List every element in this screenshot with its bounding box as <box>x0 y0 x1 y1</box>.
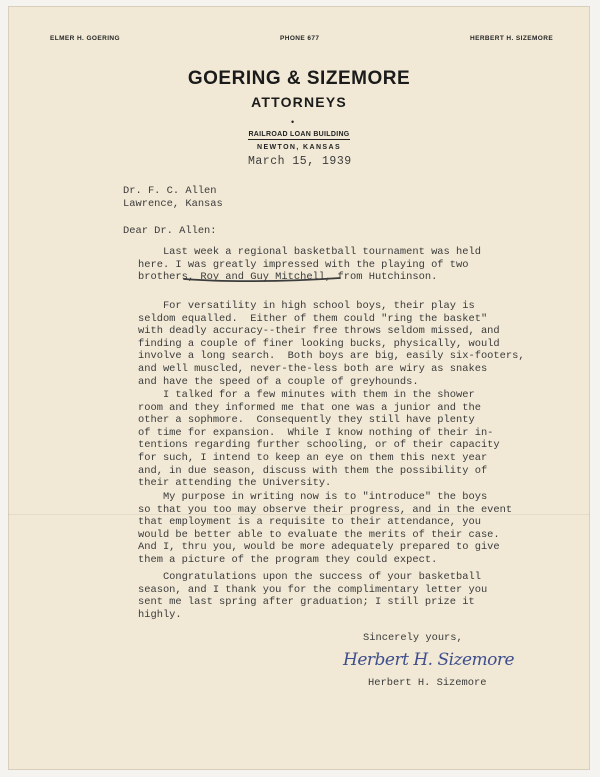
hand-underline-mark <box>182 275 342 285</box>
handwritten-signature: Herbert H. Sizemore <box>343 650 515 670</box>
text-line: here. I was greatly impressed with the playing of two <box>138 258 469 271</box>
letter-date: March 15, 1939 <box>248 155 352 168</box>
text-line: other a sophmore. Consequently they still have plenty <box>138 414 475 427</box>
text-line: for such, I intend to keep an eye on them this next year <box>138 451 488 464</box>
building-name: RAILROAD LOAN BUILDING <box>248 131 350 138</box>
text-line: of time for expansion. While I know nothing of their in- <box>138 426 494 439</box>
text-line: sent me last spring after graduation; I still prize it <box>138 596 475 609</box>
paragraph-2 <box>138 300 525 388</box>
letter-page <box>8 6 590 770</box>
text-line: brothers, Roy and Guy Mitchell, from Hutchinson. <box>138 271 438 284</box>
text-line: highly. <box>138 608 182 621</box>
complimentary-close: Sincerely yours, <box>363 632 463 644</box>
text-line: so that you too may observe their progress, and in the event <box>138 503 513 516</box>
text-line: I talked for a few minutes with them in the shower <box>138 389 475 401</box>
partner-left-name: ELMER H. GOERING <box>50 35 120 42</box>
text-line: season, and I thank you for the complimentary letter you <box>138 583 488 596</box>
text-line: tentions regarding further schooling, or of their capacity <box>138 439 500 452</box>
text-line: them a picture of the program they could expect. <box>138 553 438 566</box>
text-line: My purpose in writing now is to "introduce" the boys <box>138 491 488 503</box>
text-line: and have the speed of a couple of greyhounds. <box>138 375 419 388</box>
text-line: and well muscled, never-the-less both are wiry as snakes <box>138 362 488 375</box>
text-line: seldom equalled. Either of them could "ring the basket" <box>138 312 488 325</box>
text-line: would be better able to evaluate the merits of their case. <box>138 528 500 541</box>
phone-number: PHONE 677 <box>280 35 320 42</box>
partner-right-name: HERBERT H. SIZEMORE <box>470 35 554 42</box>
text-line: involve a long search. Both boys are big, easily six-footers, <box>138 350 525 363</box>
text-line: that employment is a requisite to their attendance, you <box>138 516 481 529</box>
firm-name: GOERING & SIZEMORE <box>187 68 411 89</box>
letterhead-bullet: • <box>291 117 295 127</box>
recipient-line: Dr. F. C. Allen <box>123 185 217 197</box>
paragraph-3 <box>138 389 500 490</box>
recipient-line: Lawrence, Kansas <box>123 197 223 210</box>
recipient-address <box>123 185 223 210</box>
text-line: For versatility in high school boys, their play is <box>138 300 475 312</box>
city-state: NEWTON, KANSAS <box>256 144 342 151</box>
paragraph-4 <box>138 491 512 567</box>
typed-signature-name: Herbert H. Sizemore <box>368 677 487 689</box>
paragraph-5 <box>138 571 487 621</box>
text-line: finding a couple of finer looking bucks, physically, would <box>138 337 500 350</box>
text-line: and, in due season, discuss with them the possibility of <box>138 464 488 477</box>
text-line: Congratulations upon the success of your basketball <box>138 571 481 583</box>
text-line: Last week a regional basketball tournament was held <box>138 246 481 258</box>
text-line: their attending the University. <box>138 477 332 490</box>
text-line: And I, thru you, would be more adequately prepared to give <box>138 541 500 554</box>
salutation: Dear Dr. Allen: <box>123 225 217 237</box>
text-line: room and they informed me that one was a junior and the <box>138 401 481 414</box>
firm-profession: ATTORNEYS <box>251 94 347 110</box>
text-line: with deadly accuracy--their free throws seldom missed, and <box>138 325 500 338</box>
